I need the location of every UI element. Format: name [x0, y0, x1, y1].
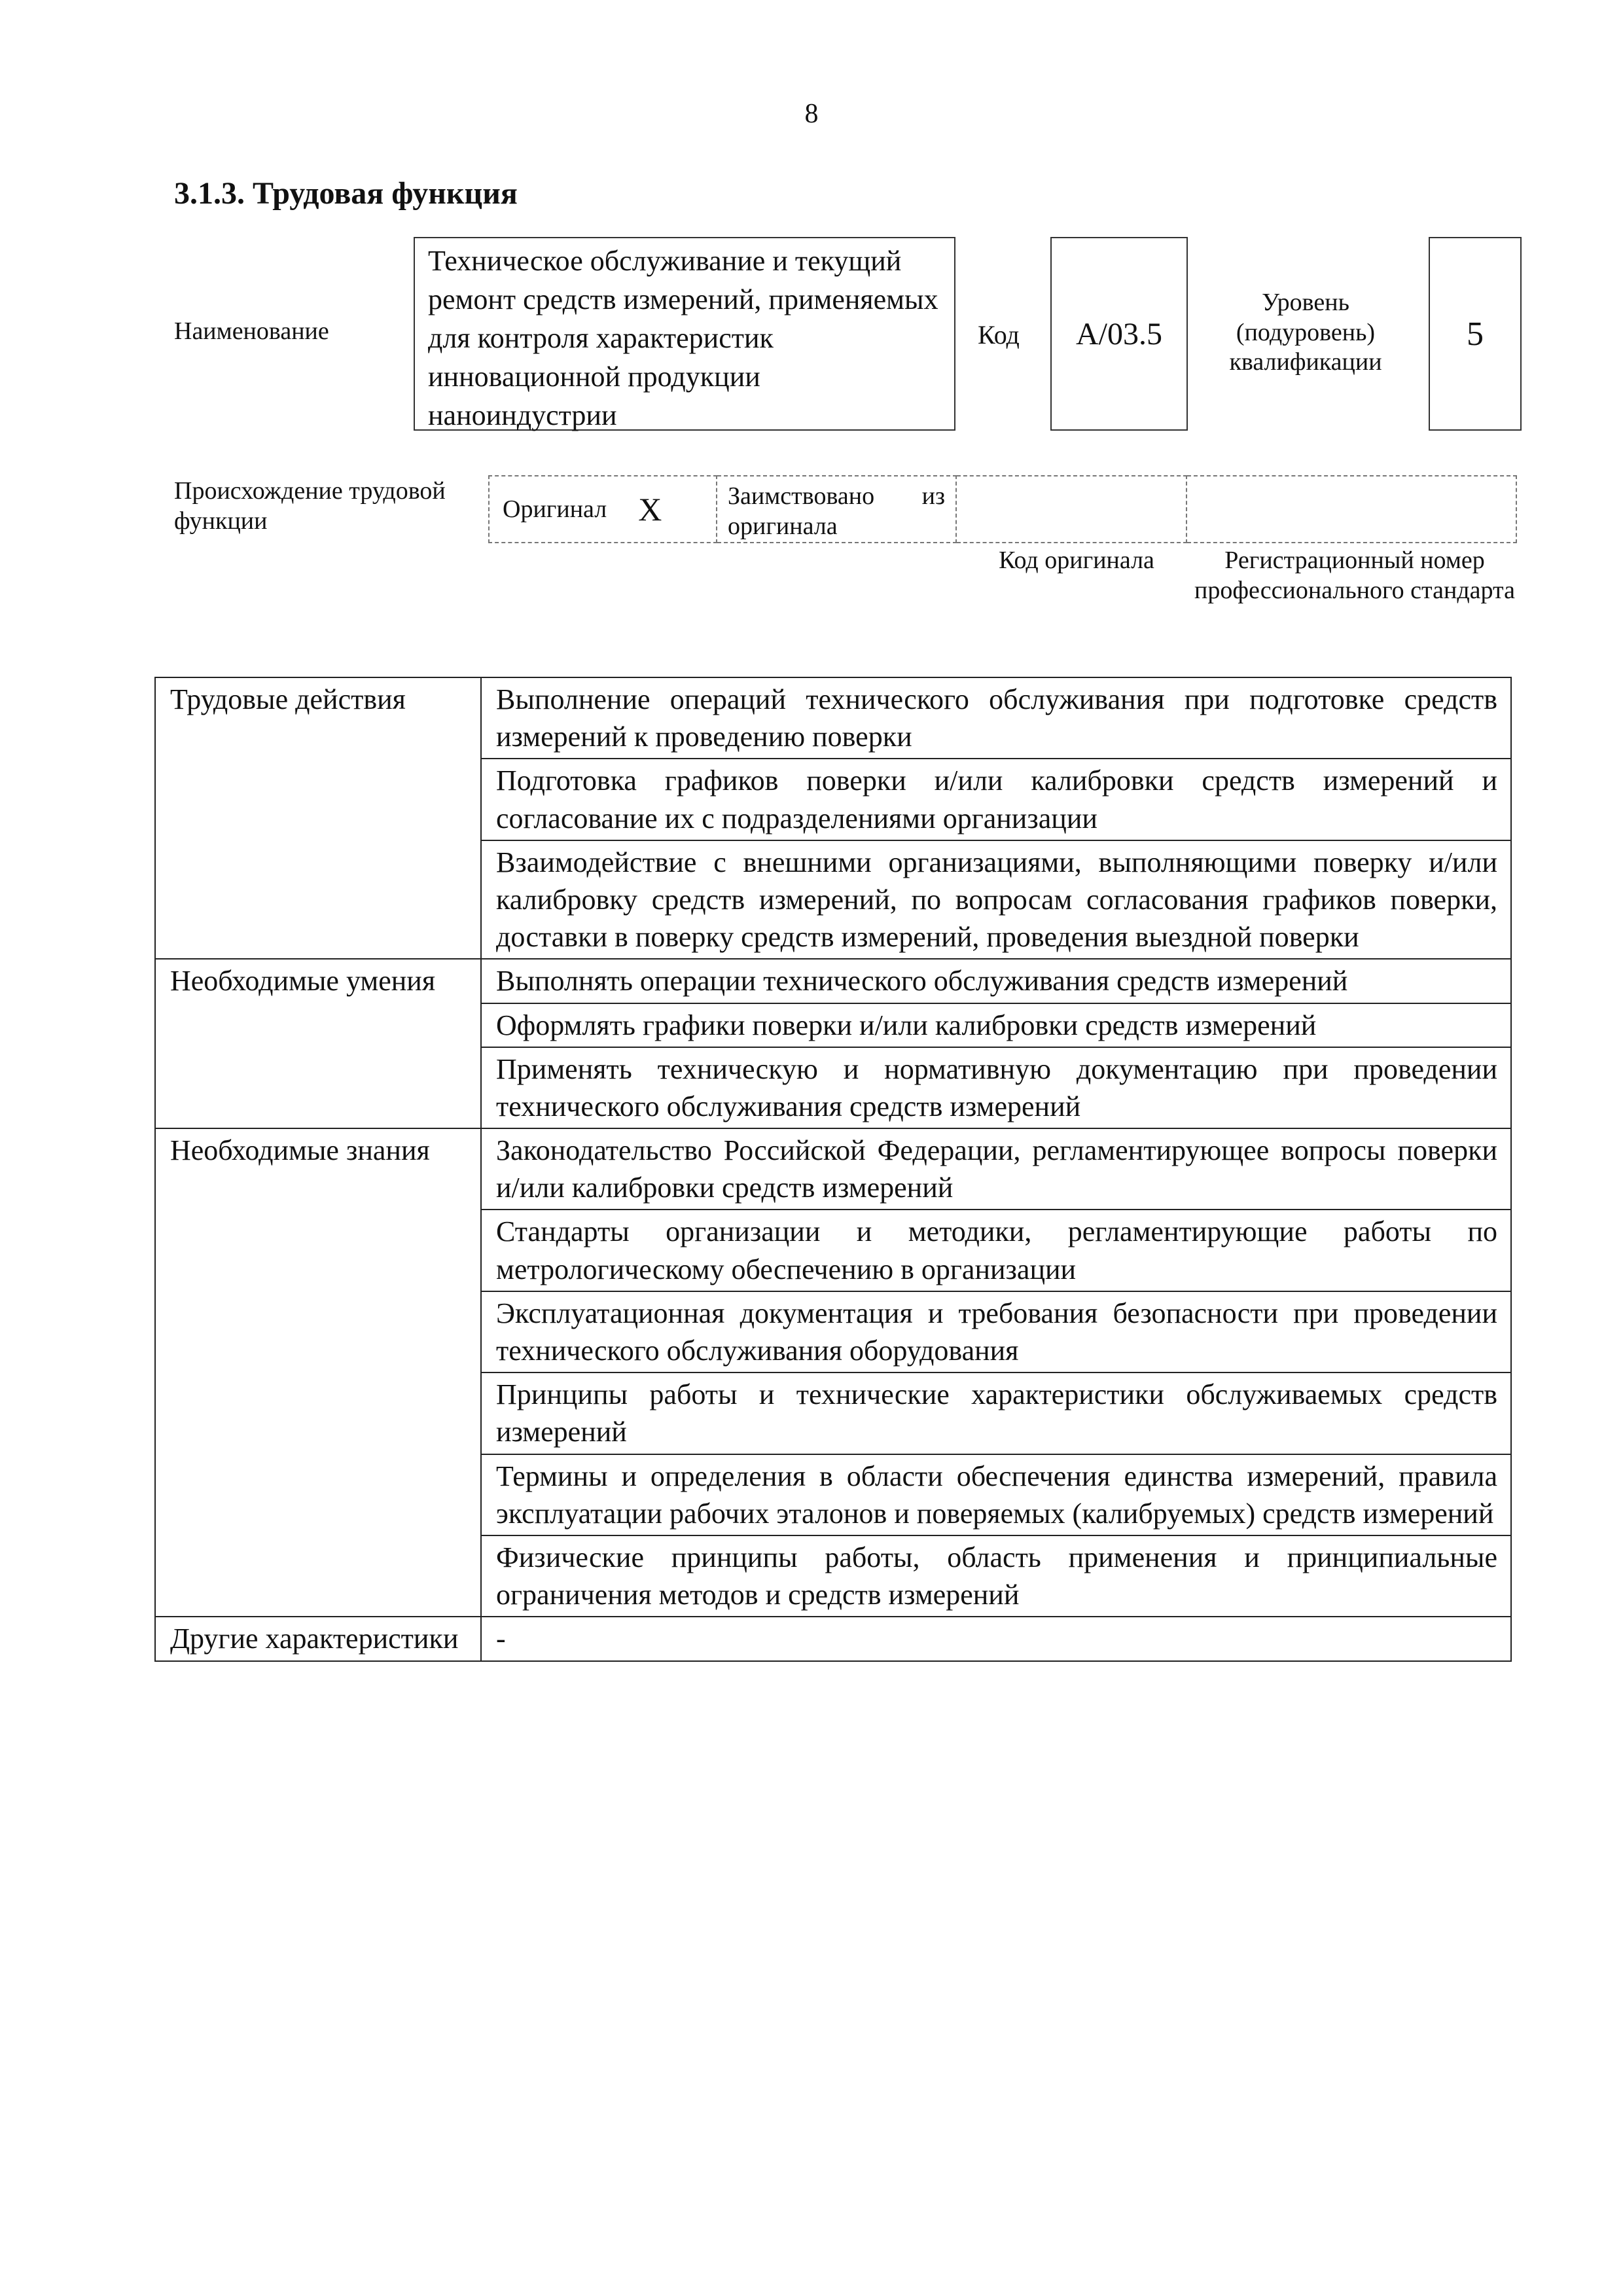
section-item-cell: Взаимодействие с внешними организациями, выполняющими поверку и/или калибровку средств измерений, по вопросам согласования графиков поверки, доставки в поверку средств измерений, проведения выездной поверки [481, 840, 1511, 960]
section-item-cell: Стандарты организации и методики, регламентирующие работы по метрологическому обеспечению в организации [481, 1210, 1511, 1291]
code-label: Код [978, 320, 1020, 350]
section-item-cell: - [481, 1617, 1511, 1660]
reg-number-caption: Регистрационный номер профессионального стандарта [1194, 547, 1515, 604]
level-label: Уровень (подуровень) квалификации [1229, 289, 1382, 376]
borrowed-label-word2: из [921, 482, 945, 510]
original-label: Оригинал [503, 495, 607, 523]
section-item-cell: Применять техническую и нормативную документацию при проведении технического обслуживания средств измерений [481, 1047, 1511, 1128]
original-mark: X [638, 491, 662, 528]
code-original-caption: Код оригинала [999, 547, 1154, 574]
borrowed-label-line2: оригинала [728, 512, 838, 540]
original-code-cell [957, 475, 1187, 543]
section-item-cell: Выполнять операции технического обслуживания средств измерений [481, 959, 1511, 1003]
table-row [155, 1128, 1511, 1210]
section-item-cell: Термины и определения в области обеспечения единства измерений, правила эксплуатации рабочих эталонов и поверяемых (калибруемых) средств измерений [481, 1454, 1511, 1535]
reg-number-cell [1187, 475, 1517, 543]
section-item-cell: Физические принципы работы, область применения и принципиальные ограничения методов и средств измерений [481, 1535, 1511, 1617]
table-row [155, 1617, 1511, 1660]
level-value-box: 5 [1429, 237, 1522, 431]
table-row [155, 959, 1511, 1003]
section-item-cell: Эксплуатационная документация и требования безопасности при проведении технического обслуживания оборудования [481, 1291, 1511, 1372]
original-cell [488, 475, 717, 543]
borrowed-label-word1: Заимствовано [728, 482, 875, 510]
section-item-cell: Оформлять графики поверки и/или калибровки средств измерений [481, 1003, 1511, 1047]
section-title-cell: Необходимые знания [155, 1128, 481, 1617]
section-title: 3.1.3. Трудовая функция [174, 176, 518, 211]
section-item-cell: Принципы работы и технические характеристики обслуживаемых средств измерений [481, 1372, 1511, 1454]
function-name-box: Техническое обслуживание и текущий ремонт средств измерений, применяемых для контроля характеристик инновационной продукции наноиндустрии [414, 237, 955, 431]
section-title-cell: Необходимые умения [155, 959, 481, 1128]
origin-row [488, 475, 1517, 543]
name-label: Наименование [174, 317, 329, 345]
table-row [155, 677, 1511, 759]
section-item-cell: Законодательство Российской Федерации, регламентирующее вопросы поверки и/или калибровки средств измерений [481, 1128, 1511, 1210]
function-table [154, 677, 1512, 1662]
origin-label: Происхождение трудовой функции [174, 477, 446, 535]
section-item-cell: Подготовка графиков поверки и/или калибровки средств измерений и согласование их с подразделениями организации [481, 759, 1511, 840]
borrowed-cell [717, 475, 957, 543]
code-value-box: А/03.5 [1050, 237, 1188, 431]
section-item-cell: Выполнение операций технического обслуживания при подготовке средств измерений к проведению поверки [481, 677, 1511, 759]
section-title-cell: Трудовые действия [155, 677, 481, 959]
section-title-cell: Другие характеристики [155, 1617, 481, 1660]
page-number: 8 [804, 99, 819, 129]
